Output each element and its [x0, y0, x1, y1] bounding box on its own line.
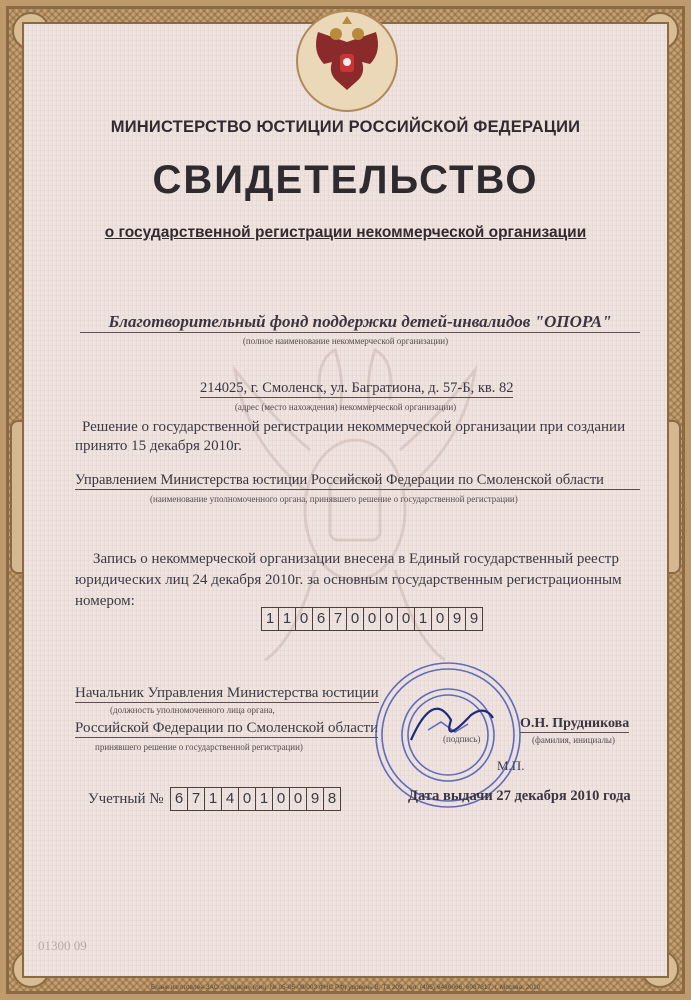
signatory-position-caption-2: принявшего решение о государственной регистрации) — [95, 742, 303, 752]
decision-line-2: принято 15 декабря 2010г. — [75, 438, 242, 454]
signatory-position-line-2: Российской Федерации по Смоленской области — [75, 720, 379, 736]
certificate-subtitle: о государственной регистрации некоммерческой организации — [104, 224, 587, 241]
decision-line-1: Решение о государственной регистрации некоммерческой организации при создании — [82, 419, 626, 435]
registering-authority: Управлением Министерства юстиции Российской Федерации по Смоленской области — [75, 472, 640, 490]
signatory-name-caption: (фамилия, инициалы) — [532, 735, 615, 745]
organization-name: Благотворительный фонд поддержки детей-инвалидов "ОПОРА" — [80, 312, 640, 333]
registry-line-3: номером: — [75, 593, 135, 609]
ogrn-digit: 1 — [279, 608, 296, 630]
account-number-boxes — [170, 787, 341, 811]
organization-name-caption: (полное наименование некоммерческой организации) — [242, 336, 449, 346]
ogrn-digit: 0 — [296, 608, 313, 630]
ogrn-digit: 7 — [330, 608, 347, 630]
account-digit: 0 — [273, 788, 290, 810]
issue-date: Дата выдачи 27 декабря 2010 года — [408, 788, 631, 804]
registry-line-1: Запись о некоммерческой организации внесена в Единый государственный реестр — [93, 551, 619, 567]
signature-caption: (подпись) — [443, 734, 481, 744]
ogrn-digit: 0 — [398, 608, 415, 630]
signatory-position-line-1: Начальник Управления Министерства юстиции — [75, 685, 379, 701]
ogrn-number-boxes — [261, 607, 483, 631]
signatory-name: О.Н. Прудникова — [520, 716, 630, 731]
account-digit: 7 — [188, 788, 205, 810]
registering-authority-caption: (наименование уполномоченного органа, принявшего решение о государственной регистрации) — [150, 494, 518, 504]
organization-address-caption: (адрес (место нахождения) некоммерческой организации) — [234, 402, 457, 412]
ogrn-digit: 0 — [364, 608, 381, 630]
ogrn-digit: 0 — [347, 608, 364, 630]
account-digit: 1 — [205, 788, 222, 810]
emblem-medallion — [296, 10, 398, 112]
ministry-heading: МИНИСТЕРСТВО ЮСТИЦИИ РОССИЙСКОЙ ФЕДЕРАЦИИ — [110, 118, 581, 136]
certificate-title: СВИДЕТЕЛЬСТВО — [152, 158, 539, 202]
account-digit: 0 — [239, 788, 256, 810]
account-digit: 0 — [290, 788, 307, 810]
signatory-position-caption-1: (должность уполномоченного лица органа, — [110, 705, 275, 715]
double-headed-eagle-emblem-icon — [298, 12, 396, 110]
ogrn-digit: 1 — [415, 608, 432, 630]
ogrn-digit: 6 — [313, 608, 330, 630]
account-digit: 9 — [307, 788, 324, 810]
ogrn-digit: 1 — [262, 608, 279, 630]
ogrn-digit: 0 — [432, 608, 449, 630]
account-digit: 8 — [327, 790, 337, 807]
account-number-label: Учетный № — [88, 791, 164, 807]
ogrn-digit: 9 — [449, 608, 466, 630]
account-digit: 6 — [171, 788, 188, 810]
account-digit: 1 — [256, 788, 273, 810]
blank-number: 01300 09 — [38, 938, 87, 953]
ogrn-digit: 0 — [381, 608, 398, 630]
seal-place-mark: М.П. — [497, 758, 525, 773]
organization-address: 214025, г. Смоленск, ул. Багратиона, д. 57-Б, кв. 82 — [200, 380, 514, 396]
printer-line: Бланк изготовлен ЗАО «Опцион» (лиц. № 05-05-09/003 ФНС РФ) уровень В, Т3 209, тел. (495) 6486066, 6087817, г. Москва, 2010 — [150, 984, 541, 991]
account-digit: 4 — [222, 788, 239, 810]
registry-line-2: юридических лиц 24 декабря 2010г. за основным государственным регистрационным — [75, 572, 622, 588]
ogrn-digit: 9 — [469, 610, 479, 627]
